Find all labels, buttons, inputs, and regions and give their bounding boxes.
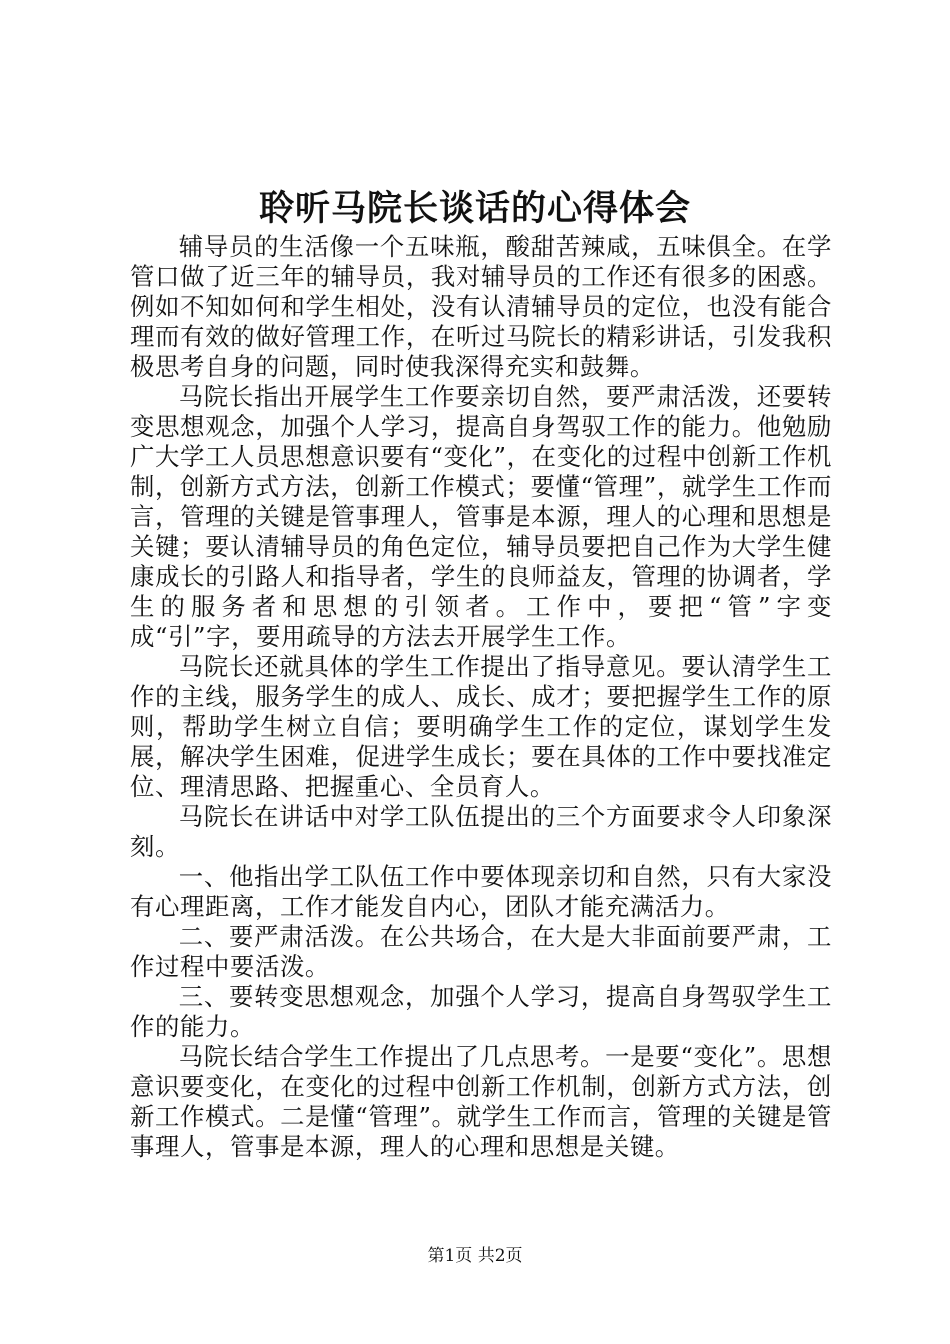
paragraph: 马院长结合学生工作提出了几点思考。一是要“变化”。思想意识要变化，在变化的过程中创新工作机制，创新方式方法，创新工作模式。二是懂“管理”。就学生工作而言，管理的关键是管事理人，管事是本源，理人的心理和思想是关键。 — [130, 1042, 832, 1161]
document-body — [130, 232, 832, 1162]
paragraph: 一、他指出学工队伍工作中要体现亲切和自然，只有大家没有心理距离，工作才能发自内心，团队才能充满活力。 — [130, 862, 832, 921]
paragraph: 马院长指出开展学生工作要亲切自然，要严肃活泼，还要转变思想观念，加强个人学习，提高自身驾驭工作的能力。他勉励广大学工人员思想意识要有“变化”，在变化的过程中创新工作机制，创新方式方法，创新工作模式；要懂“管理”，就学生工作而言，管理的关键是管事理人，管事是本源，理人的心理和思想是关键；要认清辅导员的角色定位，辅导员要把自己作为大学生健康成长的引路人和指导者，学生的良师益友，管理的协调者，学生的服务者和思想的引领者。工作中，要把“管”字变成“引”字，要用疏导的方法去开展学生工作。 — [130, 382, 832, 651]
page-footer: 第1页 共2页 — [427, 1246, 523, 1266]
paragraph: 二、要严肃活泼。在公共场合，在大是大非面前要严肃，工作过程中要活泼。 — [130, 922, 832, 981]
paragraph: 辅导员的生活像一个五味瓶，酸甜苦辣咸，五味俱全。在学管口做了近三年的辅导员，我对辅导员的工作还有很多的困惑。例如不知如何和学生相处，没有认清辅导员的定位，也没有能合理而有效的做好管理工作，在听过马院长的精彩讲话，引发我积极思考自身的问题，同时使我深得充实和鼓舞。 — [130, 232, 832, 381]
paragraph: 马院长在讲话中对学工队伍提出的三个方面要求令人印象深刻。 — [130, 802, 832, 861]
document-title: 聆听马院长谈话的心得体会 — [258, 188, 691, 229]
paragraph: 马院长还就具体的学生工作提出了指导意见。要认清学生工作的主线，服务学生的成人、成长、成才；要把握学生工作的原则，帮助学生树立自信；要明确学生工作的定位，谋划学生发展，解决学生困难，促进学生成长；要在具体的工作中要找准定位、理清思路、把握重心、全员育人。 — [130, 652, 832, 801]
paragraph: 三、要转变思想观念，加强个人学习，提高自身驾驭学生工作的能力。 — [130, 982, 832, 1041]
